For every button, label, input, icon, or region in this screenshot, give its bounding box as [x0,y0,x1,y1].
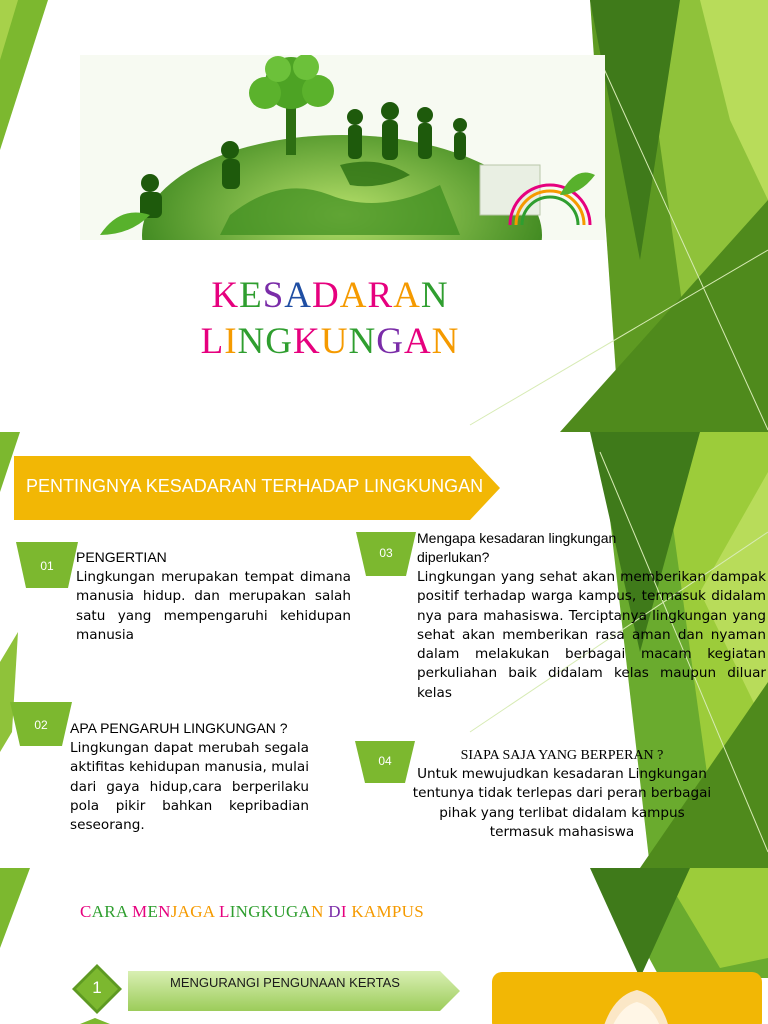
title-letter-l1-5: A [339,275,368,316]
item-01-heading: PENGERTIAN [76,549,167,565]
title-letter-l2-7: G [376,321,404,362]
slide-importance [0,432,768,868]
section-title [80,902,424,922]
title-letter-l1-7: A [393,275,421,316]
title-letter-l1-1: E [239,275,263,316]
title-letter-l2-2: N [237,321,266,362]
item-02-body: Lingkungan dapat merubah segala aktifitas kehidupan manusia, mulai dari gaya hidup,cara berperilaku pola pikir bahkan kepribadian seseorang. [70,740,309,834]
section-title-part-4: N [158,902,171,921]
title-letter-l2-3: G [265,321,293,362]
title-letter-l1-3: A [284,275,313,316]
main-title-line1 [150,276,510,316]
title-letter-l1-0: K [211,275,240,316]
title-letter-l2-0: L [200,321,225,362]
section-title-part-6: L [219,902,230,921]
section-title-part-8: N [311,902,329,921]
title-letter-l2-9: N [431,321,460,362]
section-title-part-9: D [328,902,341,921]
title-letter-l2-1: I [224,321,238,362]
title-letter-l1-8: N [420,275,449,316]
step-1-number: 1 [92,978,102,997]
step-2-diamond [80,1018,110,1024]
item-01-body: Lingkungan merupakan tempat dimana manusia hidup. dan merupakan salah satu yang mempengaruhi kehidupan manusia [76,569,351,643]
section-title-part-7: INGKUGA [229,902,312,921]
badge-01-number: 01 [40,559,54,573]
badge-03-number: 03 [379,546,393,560]
illustration-card [492,972,762,1024]
title-letter-l2-6: N [348,321,377,362]
item-03-heading: Mengapa kesadaran lingkungan diperlukan? [417,530,617,565]
item-04-heading: SIAPA SAJA YANG BERPERAN ? [460,748,664,763]
badge-04-number: 04 [378,754,392,768]
section-title-part-5: JAGA [170,902,219,921]
item-04-body: Untuk mewujudkan kesadaran Lingkungan tentunya tidak terlepas dari peran berbagai pihak yang terlibat didalam kampus termasuk mahasiswa [412,766,712,840]
title-letter-l2-5: U [320,321,349,362]
title-letter-l1-4: D [312,275,340,316]
step-1-label: MENGURANGI PENGUNAAN KERTAS [170,975,400,990]
section-title-part-10: I [340,902,352,921]
section-title-part-11: KAMPUS [351,902,425,921]
title-letter-l1-6: R [367,275,394,316]
badge-02-number: 02 [34,718,48,732]
slide-how-to [0,868,768,1024]
item-03-body: Lingkungan yang sehat akan memberikan dampak positif terhadap warga kampus, termasuk didalam nya para mahasiswa. Terciptanya lingkungan yang sehat akan memberikan rasa aman dan nyaman dalam melakukan berbagai macam kegiatan perkuliahan baik didalam kelas maupun diluar kelas [417,569,766,701]
title-letter-l2-4: K [293,321,321,362]
section-title-part-2: M [132,902,148,921]
main-title-line2 [150,322,510,362]
title-letter-l2-8: A [403,321,432,362]
section-title-part-1: ARA [91,902,133,921]
environment-hero-image [80,55,605,240]
section-title-part-3: E [147,902,159,921]
slide-title [0,0,768,432]
title-letter-l1-2: S [262,275,285,316]
item-02-heading: APA PENGARUH LINGKUNGAN ? [70,720,288,736]
section-banner-label: PENTINGNYA KESADARAN TERHADAP LINGKUNGAN [26,476,484,496]
section-title-part-0: C [80,902,92,921]
